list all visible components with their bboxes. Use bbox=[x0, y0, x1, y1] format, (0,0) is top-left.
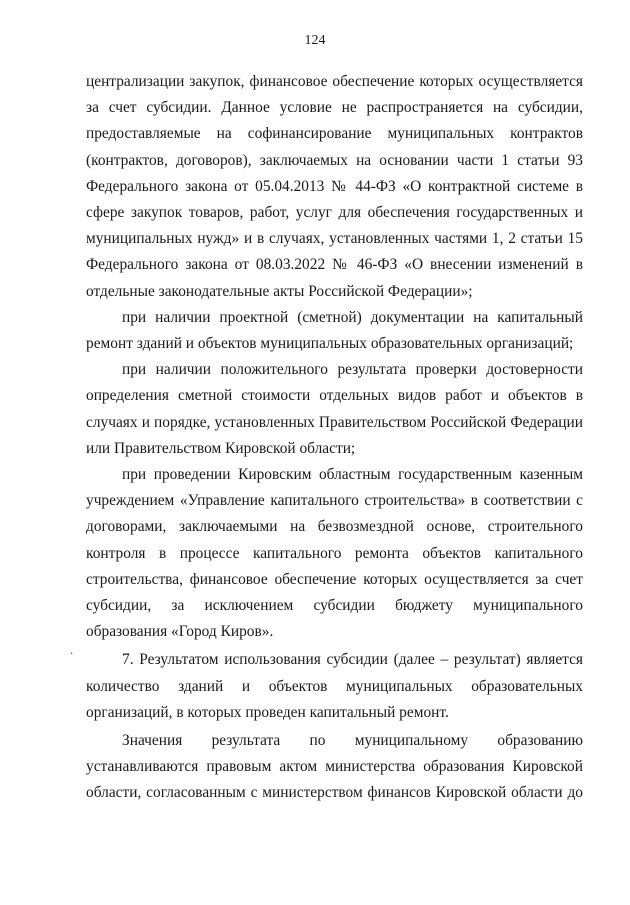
margin-mark: . bbox=[70, 642, 74, 657]
paragraph-design-documentation: при наличии проектной (сметной) документации на капитальный ремонт зданий и объектов муниципальных образовательных организаций; bbox=[86, 308, 583, 353]
paragraph-estimate-verification: при наличии положительного результата проверки достоверности определения сметной стоимости отдельных видов работ и объектов в случаях и порядке, установленных Правительством Российской Федерации или Правительством Кировской области; bbox=[86, 361, 583, 457]
paragraph-continuation: централизации закупок, финансовое обеспечение которых осуществляется за счет субсидии. Данное условие не распространяется на субсидии, предоставляемые на софинансирование муниципальных контрактов (контрактов, договоров), заключаемых на основании части 1 статьи 93 Федерального закона от 05.04.2013 № 44-ФЗ «О контрактной системе в сфере закупок товаров, работ, услуг для обеспечения государственных и муниципальных нужд» и в случаях, установленных частями 1, 2 статьи 15 Федерального закона от 08.03.2022 № 46-ФЗ «О внесении изменений в отдельные законодательные акты Российской Федерации»; bbox=[86, 73, 583, 300]
page-number: 124 bbox=[304, 33, 326, 48]
paragraph-construction-control: при проведении Кировским областным государственным казенным учреждением «Управление капитального строительства» в соответствии с договорами, заключаемыми на безвозмездной основе, строительного контроля в процессе капитального ремонта объектов капитального строительства, финансовое обеспечение которых осуществляется за счет субсидии, за исключением субсидии бюджету муниципального образования «Город Киров». bbox=[86, 466, 583, 641]
paragraph-item-7-result: 7. Результатом использования субсидии (далее – результат) является количество зданий и объектов муниципальных образовательных организаций, в которых проведен капитальный ремонт. bbox=[86, 651, 583, 721]
document-body bbox=[86, 69, 583, 807]
paragraph-result-values: Значения результата по муниципальному образованию устанавливаются правовым актом министерства образования Кировской области, согласованным с министерством финансов Кировской области до bbox=[86, 732, 583, 802]
